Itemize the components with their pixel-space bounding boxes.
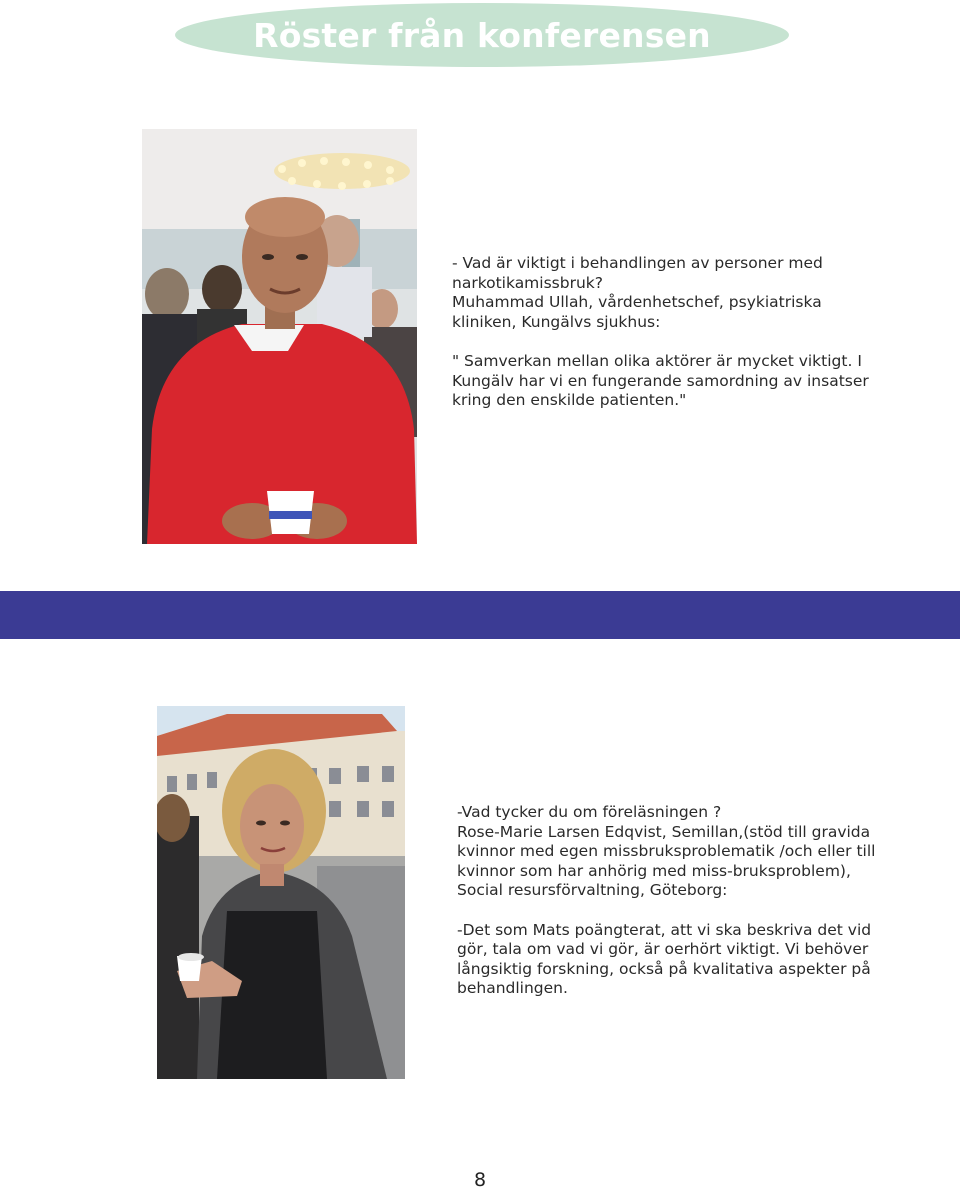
interview-block-2 xyxy=(457,803,877,999)
speaker-2: Rose-Marie Larsen Edqvist, Semillan,(stöd till gravida kvinnor med egen missbruksproblematik /och eller till kvinnor som har anhörig med miss-bruksproblem), Social resursförvaltning, Göteborg: xyxy=(457,822,876,899)
question-2: -Vad tycker du om föreläsningen ? xyxy=(457,803,722,821)
question-1: - Vad är viktigt i behandlingen av personer med narkotikamissbruk? xyxy=(452,254,823,292)
photo-rose-marie-larsen-edqvist xyxy=(157,706,405,1079)
speaker-1: Muhammad Ullah, vårdenhetschef, psykiatriska kliniken, Kungälvs sjukhus: xyxy=(452,293,822,331)
interview-block-1 xyxy=(452,254,872,411)
title-banner xyxy=(175,3,789,67)
photo-muhammad-ullah xyxy=(142,129,417,544)
quote-1: " Samverkan mellan olika aktörer är mycket viktigt. I Kungälv har vi en fungerande samordning av insatser kring den enskilde patienten." xyxy=(452,352,869,409)
divider-band xyxy=(0,591,960,639)
page-number: 8 xyxy=(473,1169,487,1191)
page-title: Röster från konferensen xyxy=(253,15,711,55)
quote-2: -Det som Mats poängterat, att vi ska beskriva det vid gör, tala om vad vi gör, är oerhört viktigt. Vi behöver långsiktig forskning, också på kvalitativa aspekter på behandlingen. xyxy=(457,920,872,997)
